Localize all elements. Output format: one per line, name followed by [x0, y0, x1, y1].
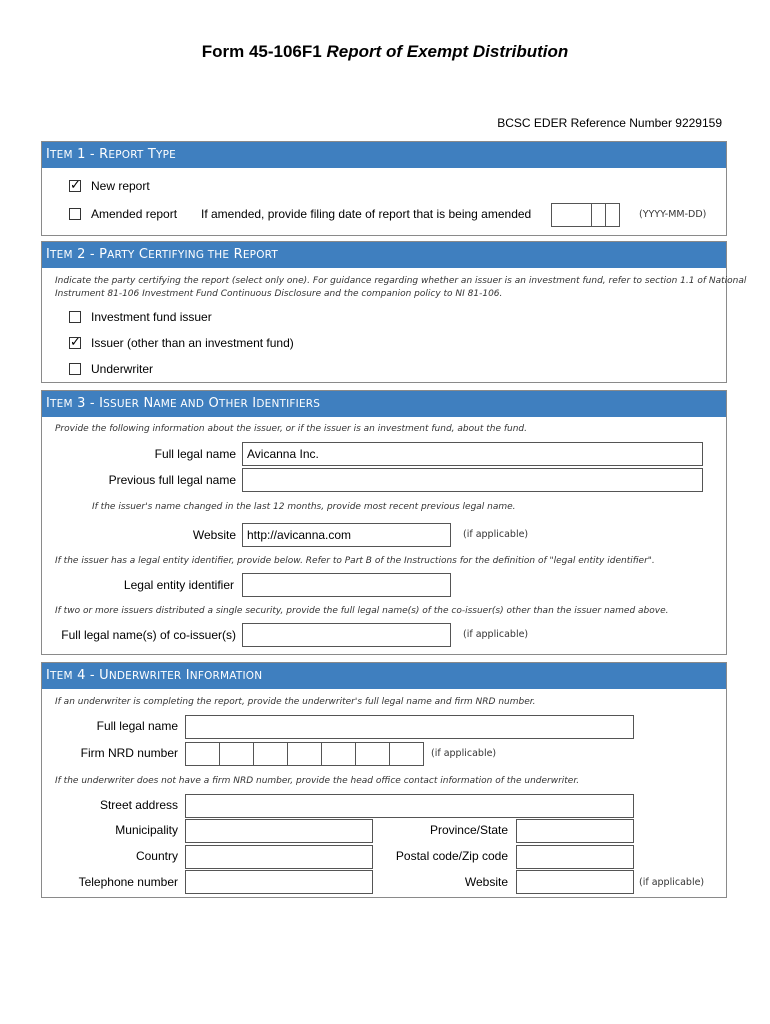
- country-label: Country: [135, 849, 178, 863]
- nrd-digit-3[interactable]: [253, 742, 288, 766]
- item4-section: [41, 662, 727, 898]
- item3-instruction: Provide the following information about the issuer, or if the issuer is an investment fund, about the fund.: [55, 424, 528, 434]
- issuer-checkbox[interactable]: ✓: [70, 335, 81, 350]
- form-name: Report of Exempt Distribution: [326, 42, 569, 61]
- item1-header: ITEM 1 - REPORT TYPE: [42, 142, 726, 168]
- amended-report-label: Amended report: [91, 207, 178, 221]
- nrd-digit-2[interactable]: [219, 742, 254, 766]
- underwriter-website-if-applicable: (if applicable): [639, 877, 705, 888]
- coissuer-field[interactable]: [242, 623, 451, 647]
- item2-header: ITEM 2 - PARTY CERTIFYING THE REPORT: [42, 242, 726, 268]
- item2-instruction-line2: Instrument 81-106 Investment Fund Continuous Disclosure and the companion policy to NI 81-106.: [55, 289, 503, 299]
- nrd-label: Firm NRD number: [80, 746, 178, 760]
- province-field[interactable]: [516, 819, 634, 843]
- nrd-digit-4[interactable]: [287, 742, 322, 766]
- province-label: Province/State: [429, 823, 508, 837]
- nrd-digit-1[interactable]: [185, 742, 220, 766]
- coissuer-label: Full legal name(s) of co-issuer(s): [61, 628, 236, 642]
- name-change-note: If the issuer's name changed in the last 12 months, provide most recent previous legal name.: [92, 502, 516, 512]
- street-field[interactable]: [185, 794, 634, 818]
- item4-header: ITEM 4 - UNDERWRITER INFORMATION: [42, 663, 726, 689]
- item3-header: ITEM 3 - ISSUER NAME AND OTHER IDENTIFIERS: [42, 391, 726, 417]
- nrd-digit-7[interactable]: [389, 742, 424, 766]
- issuer-label: Issuer (other than an investment fund): [91, 336, 294, 350]
- previous-legal-name-label: Previous full legal name: [108, 473, 236, 487]
- underwriter-website-field[interactable]: [516, 870, 634, 894]
- item4-instruction: If an underwriter is completing the report, provide the underwriter's full legal name and firm NRD number.: [55, 697, 536, 707]
- coissuer-note: If two or more issuers distributed a single security, provide the full legal name(s) of the co-issuer(s) other than the issuer named above.: [55, 606, 669, 616]
- no-nrd-note: If the underwriter does not have a firm NRD number, provide the head office contact information of the underwriter.: [55, 776, 580, 786]
- postal-label: Postal code/Zip code: [395, 849, 508, 863]
- municipality-label: Municipality: [115, 823, 178, 837]
- website-label: Website: [192, 528, 236, 542]
- date-month-field[interactable]: [591, 203, 606, 227]
- lei-label: Legal entity identifier: [123, 578, 234, 592]
- nrd-digit-6[interactable]: [355, 742, 390, 766]
- amended-report-checkbox[interactable]: [69, 208, 81, 220]
- nrd-if-applicable: (if applicable): [431, 748, 497, 759]
- website-if-applicable: (if applicable): [463, 529, 529, 540]
- date-year-field[interactable]: [551, 203, 592, 227]
- date-day-field[interactable]: [605, 203, 620, 227]
- new-report-label: New report: [91, 179, 150, 193]
- lei-field[interactable]: [242, 573, 451, 597]
- underwriter-checkbox[interactable]: [69, 363, 81, 375]
- underwriter-name-field[interactable]: [185, 715, 634, 739]
- investment-fund-issuer-label: Investment fund issuer: [91, 310, 212, 324]
- telephone-label: Telephone number: [78, 875, 178, 889]
- lei-note: If the issuer has a legal entity identifier, provide below. Refer to Part B of the Instructions for the definition of "legal entity identifier".: [55, 556, 655, 566]
- coissuer-if-applicable: (if applicable): [463, 629, 529, 640]
- page-title: [0, 42, 770, 62]
- form-number: Form 45-106F1: [201, 42, 322, 61]
- amended-date-prompt: If amended, provide filing date of report that is being amended: [201, 207, 532, 221]
- country-field[interactable]: [185, 845, 373, 869]
- municipality-field[interactable]: [185, 819, 373, 843]
- issuer-full-legal-name-label: Full legal name: [154, 447, 236, 461]
- underwriter-label: Underwriter: [91, 362, 154, 376]
- telephone-field[interactable]: [185, 870, 373, 894]
- street-label: Street address: [99, 798, 178, 812]
- new-report-checkbox[interactable]: ✓: [70, 178, 81, 193]
- website-field[interactable]: http://avicanna.com: [242, 523, 451, 547]
- underwriter-name-label: Full legal name: [96, 719, 178, 733]
- date-format-hint: (YYYY-MM-DD): [639, 209, 707, 220]
- nrd-digit-5[interactable]: [321, 742, 356, 766]
- item2-section: [41, 241, 747, 383]
- postal-field[interactable]: [516, 845, 634, 869]
- issuer-full-legal-name-field[interactable]: Avicanna Inc.: [242, 442, 703, 466]
- item3-section: [41, 390, 727, 655]
- previous-legal-name-field[interactable]: [242, 468, 703, 492]
- item2-instruction-line1: Indicate the party certifying the report (select only one). For guidance regarding whether an issuer is an investment fund, refer to section 1.1 of National: [55, 276, 747, 286]
- investment-fund-issuer-checkbox[interactable]: [69, 311, 81, 323]
- item1-section: [41, 141, 727, 236]
- reference-number: BCSC EDER Reference Number 9229159: [497, 116, 722, 130]
- underwriter-website-label: Website: [464, 875, 508, 889]
